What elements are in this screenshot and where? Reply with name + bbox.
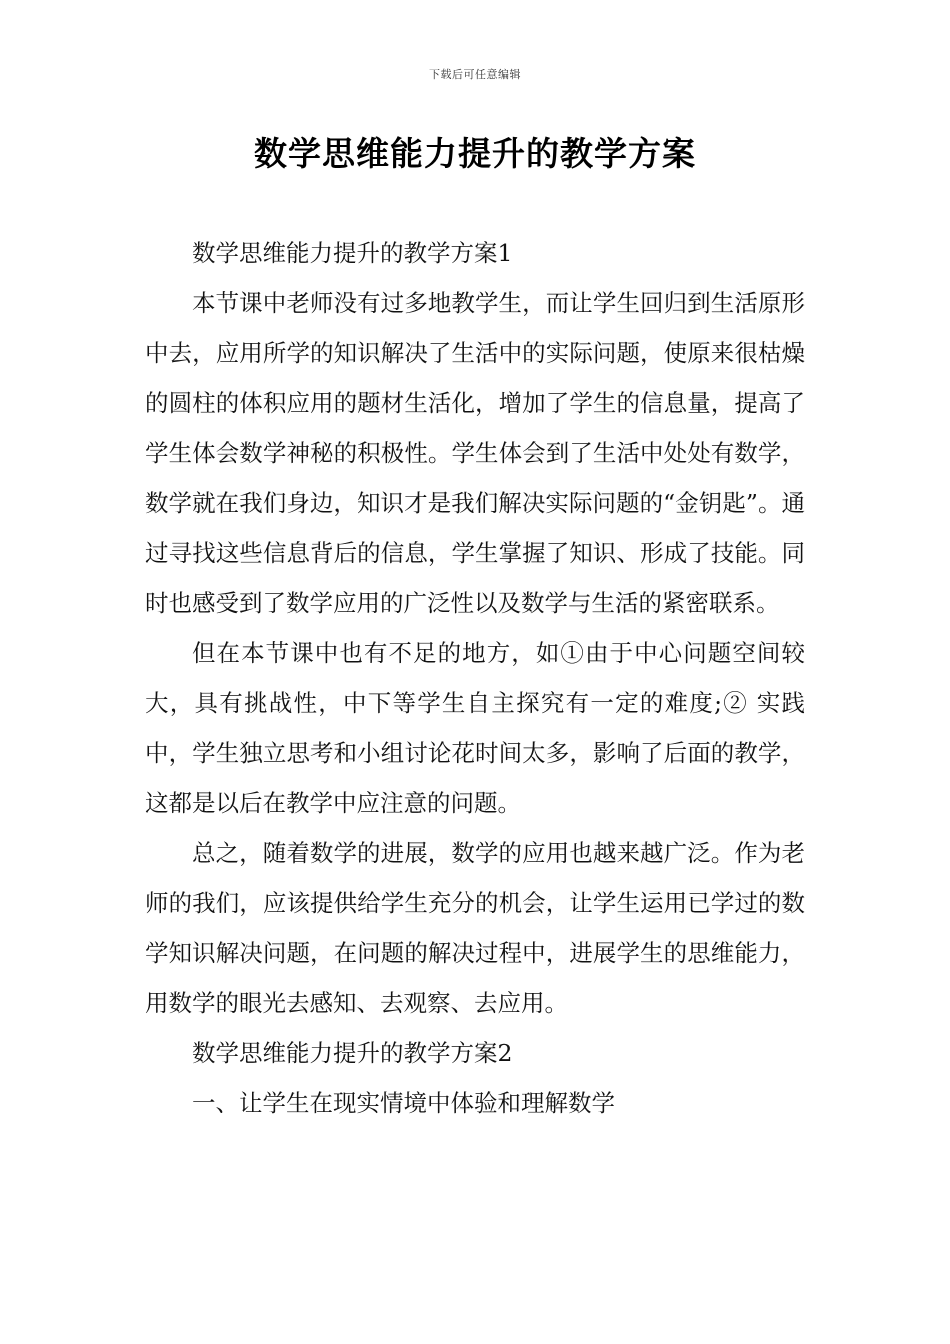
document-body xyxy=(145,228,805,1128)
section-heading-2: 数学思维能力提升的教学方案2 xyxy=(192,1039,513,1067)
body-paragraph: 本节课中老师没有过多地教学生，而让学生回归到生活原形中去，应用所学的知识解决了生活中的实际问题，使原来很枯燥的圆柱的体积应用的题材生活化，增加了学生的信息量，提高了学生体会数学神秘的积极性。学生体会到了生活中处处有数学，数学就在我们身边，知识才是我们解决实际问题的“金钥匙”。通过寻找这些信息背后的信息，学生掌握了知识、形成了技能。同时也感受到了数学应用的广泛性以及数学与生活的紧密联系。 xyxy=(145,289,805,617)
body-paragraph: 总之，随着数学的进展，数学的应用也越来越广泛。作为老师的我们，应该提供给学生充分的机会，让学生运用已学过的数学知识解决问题，在问题的解决过程中，进展学生的思维能力，用数学的眼光去感知、去观察、去应用。 xyxy=(145,839,805,1017)
section-heading-1: 数学思维能力提升的教学方案1 xyxy=(192,239,513,267)
body-paragraph: 但在本节课中也有不足的地方，如①由于中心问题空间较大，具有挑战性，中下等学生自主探究有一定的难度;② 实践中，学生独立思考和小组讨论花时间太多，影响了后面的教学，这都是以后在教学中应注意的问题。 xyxy=(145,639,805,817)
subsection-heading: 一、让学生在现实情境中体验和理解数学 xyxy=(192,1089,615,1117)
header-note: 下载后可任意编辑 xyxy=(429,68,521,81)
document-title: 数学思维能力提升的教学方案 xyxy=(254,134,696,173)
